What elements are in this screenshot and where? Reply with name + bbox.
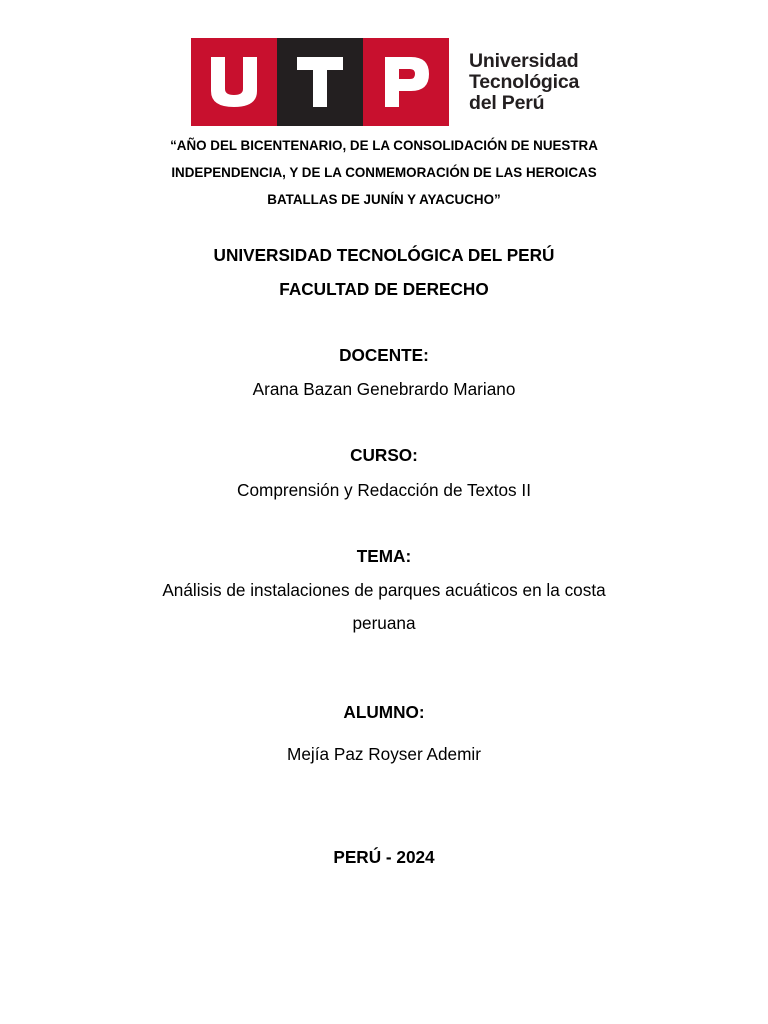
logo-line-1: Universidad xyxy=(469,50,579,72)
logo-letter-t xyxy=(277,38,363,126)
alumno-label: ALUMNO: xyxy=(343,702,425,722)
letter-p-glyph xyxy=(381,55,431,109)
logo-letter-u xyxy=(191,38,277,126)
logo-line-3: del Perú xyxy=(469,92,545,114)
logo-letter-p xyxy=(363,38,449,126)
faculty-name: FACULTAD DE DERECHO xyxy=(279,279,489,299)
tema-value-line-2: peruana xyxy=(352,613,416,633)
docente-value: Arana Bazan Genebrardo Mariano xyxy=(252,379,516,399)
utp-logo xyxy=(191,38,580,126)
university-name: UNIVERSIDAD TECNOLÓGICA DEL PERÚ xyxy=(213,245,555,265)
motto-line-2: INDEPENDENCIA, Y DE LA CONMEMORACIÓN DE LAS HEROICAS xyxy=(171,165,597,180)
tema-value-line-1: Análisis de instalaciones de parques acuáticos en la costa xyxy=(162,580,606,600)
motto-line-1: “AÑO DEL BICENTENARIO, DE LA CONSOLIDACIÓN DE NUESTRA xyxy=(170,138,598,153)
docente-label: DOCENTE: xyxy=(339,345,429,365)
logo-wordmark xyxy=(469,51,609,114)
letter-t-glyph xyxy=(295,55,345,109)
tema-label: TEMA: xyxy=(356,546,412,566)
curso-label: CURSO: xyxy=(350,445,418,465)
letter-u-glyph xyxy=(209,55,259,109)
logo-line-2: Tecnológica xyxy=(469,71,580,93)
national-year-motto xyxy=(0,132,768,213)
curso-value: Comprensión y Redacción de Textos II xyxy=(237,480,531,500)
motto-line-3: BATALLAS DE JUNÍN Y AYACUCHO” xyxy=(267,192,501,207)
country-year: PERÚ - 2024 xyxy=(333,847,435,867)
alumno-value: Mejía Paz Royser Ademir xyxy=(287,744,481,764)
